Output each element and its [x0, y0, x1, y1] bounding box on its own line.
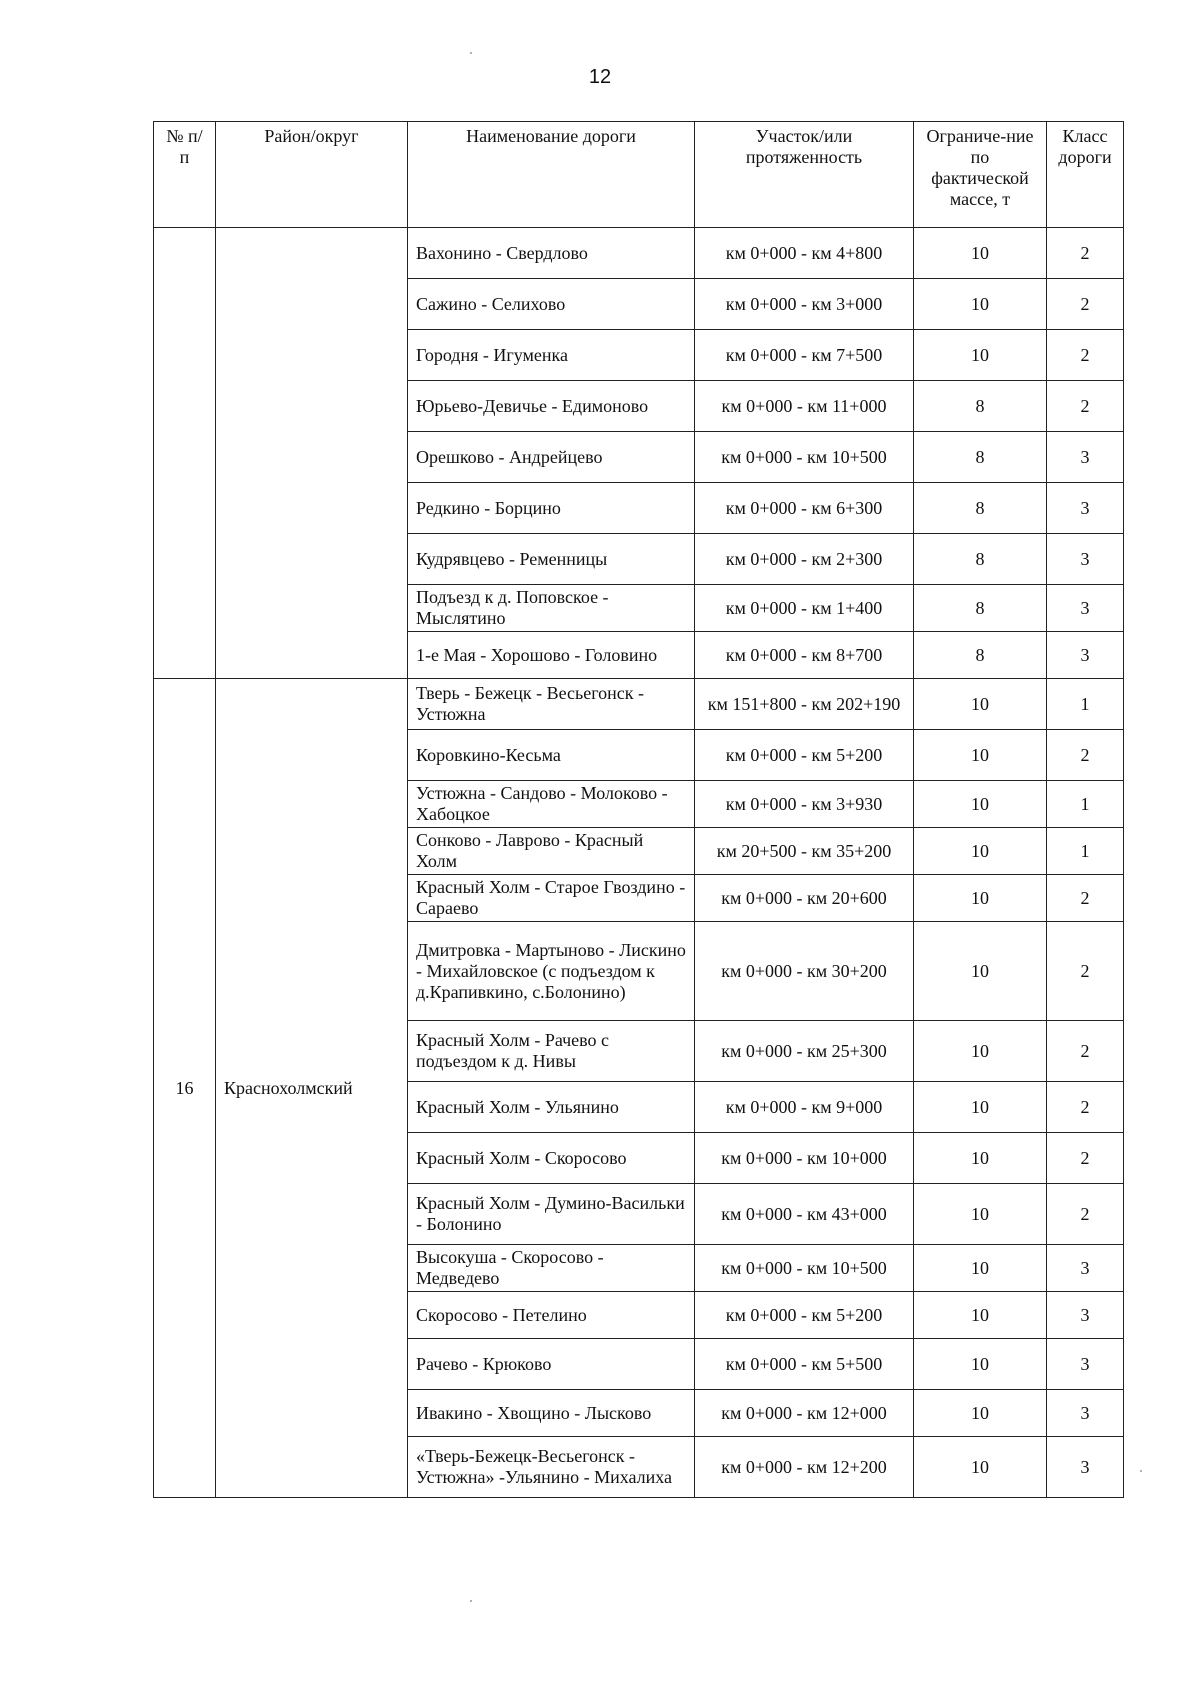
table-body	[154, 228, 1124, 1498]
road-name-cell: Ивакино - Хвощино - Лысково	[408, 1390, 695, 1437]
segment-cell: км 0+000 - км 8+700	[695, 632, 914, 679]
road-name-cell: Сонково - Лаврово - Красный Холм	[408, 828, 695, 875]
table-row	[154, 228, 1124, 279]
table-row	[154, 679, 1124, 730]
mass-limit-cell: 8	[914, 534, 1047, 585]
segment-cell: км 0+000 - км 7+500	[695, 330, 914, 381]
header-limit: Ограниче-ние по фактической массе, т	[914, 122, 1047, 228]
road-name-cell: Сажино - Селихово	[408, 279, 695, 330]
road-class-cell: 2	[1047, 279, 1124, 330]
segment-cell: км 0+000 - км 43+000	[695, 1184, 914, 1245]
road-class-cell: 2	[1047, 381, 1124, 432]
header-num: № п/п	[154, 122, 216, 228]
mass-limit-cell: 10	[914, 1245, 1047, 1292]
road-class-cell: 3	[1047, 585, 1124, 632]
segment-cell: км 0+000 - км 11+000	[695, 381, 914, 432]
mass-limit-cell: 10	[914, 1292, 1047, 1339]
road-name-cell: Рачево - Крюково	[408, 1339, 695, 1390]
road-name-cell: Красный Холм - Думино-Васильки - Болонино	[408, 1184, 695, 1245]
mass-limit-cell: 10	[914, 730, 1047, 781]
road-name-cell: Юрьево-Девичье - Едимоново	[408, 381, 695, 432]
road-class-cell: 1	[1047, 679, 1124, 730]
road-name-cell: Красный Холм - Рачево с подъездом к д. Нивы	[408, 1021, 695, 1082]
segment-cell: км 0+000 - км 20+600	[695, 875, 914, 922]
road-class-cell: 3	[1047, 1437, 1124, 1498]
segment-cell: км 0+000 - км 5+200	[695, 1292, 914, 1339]
road-name-cell: Городня - Игуменка	[408, 330, 695, 381]
mass-limit-cell: 10	[914, 330, 1047, 381]
segment-cell: км 151+800 - км 202+190	[695, 679, 914, 730]
road-name-cell: Красный Холм - Скоросово	[408, 1133, 695, 1184]
road-name-cell: Тверь - Бежецк - Весьегонск - Устюжна	[408, 679, 695, 730]
table-header-row	[154, 122, 1124, 228]
segment-cell: км 0+000 - км 25+300	[695, 1021, 914, 1082]
segment-cell: км 0+000 - км 5+500	[695, 1339, 914, 1390]
road-class-cell: 3	[1047, 483, 1124, 534]
road-class-cell: 1	[1047, 781, 1124, 828]
mass-limit-cell: 10	[914, 1021, 1047, 1082]
header-district: Район/округ	[216, 122, 408, 228]
road-class-cell: 2	[1047, 330, 1124, 381]
road-name-cell: Коровкино-Кесьма	[408, 730, 695, 781]
header-road-class: Класс дороги	[1047, 122, 1124, 228]
mass-limit-cell: 10	[914, 279, 1047, 330]
mass-limit-cell: 8	[914, 483, 1047, 534]
segment-cell: км 0+000 - км 1+400	[695, 585, 914, 632]
mass-limit-cell: 10	[914, 1082, 1047, 1133]
segment-cell: км 0+000 - км 5+200	[695, 730, 914, 781]
page-number: 12	[588, 66, 612, 88]
road-class-cell: 2	[1047, 1184, 1124, 1245]
mass-limit-cell: 10	[914, 228, 1047, 279]
district-cell: Краснохолмский	[216, 679, 408, 1498]
road-class-cell: 1	[1047, 828, 1124, 875]
mass-limit-cell: 10	[914, 1437, 1047, 1498]
row-number-cell: 16	[154, 679, 216, 1498]
road-class-cell: 3	[1047, 632, 1124, 679]
district-cell	[216, 228, 408, 679]
mass-limit-cell: 10	[914, 875, 1047, 922]
segment-cell: км 20+500 - км 35+200	[695, 828, 914, 875]
road-name-cell: Устюжна - Сандово - Молоково - Хабоцкое	[408, 781, 695, 828]
road-class-cell: 2	[1047, 1133, 1124, 1184]
segment-cell: км 0+000 - км 9+000	[695, 1082, 914, 1133]
road-name-cell: Кудрявцево - Ременницы	[408, 534, 695, 585]
scan-speck	[470, 1600, 472, 1602]
segment-cell: км 0+000 - км 10+500	[695, 1245, 914, 1292]
segment-cell: км 0+000 - км 4+800	[695, 228, 914, 279]
segment-cell: км 0+000 - км 10+500	[695, 432, 914, 483]
mass-limit-cell: 8	[914, 632, 1047, 679]
road-name-cell: Вахонино - Свердлово	[408, 228, 695, 279]
road-name-cell: Красный Холм - Ульянино	[408, 1082, 695, 1133]
road-class-cell: 2	[1047, 228, 1124, 279]
road-class-cell: 3	[1047, 1339, 1124, 1390]
segment-cell: км 0+000 - км 3+000	[695, 279, 914, 330]
road-class-cell: 3	[1047, 1245, 1124, 1292]
road-name-cell: Подъезд к д. Поповское - Мыслятино	[408, 585, 695, 632]
road-class-cell: 2	[1047, 875, 1124, 922]
mass-limit-cell: 10	[914, 922, 1047, 1021]
segment-cell: км 0+000 - км 12+200	[695, 1437, 914, 1498]
road-name-cell: Дмитровка - Мартыново - Лискино - Михайловское (с подъездом к д.Крапивкино, с.Болонино)	[408, 922, 695, 1021]
mass-limit-cell: 10	[914, 781, 1047, 828]
mass-limit-cell: 10	[914, 828, 1047, 875]
segment-cell: км 0+000 - км 3+930	[695, 781, 914, 828]
road-class-cell: 2	[1047, 1021, 1124, 1082]
segment-cell: км 0+000 - км 12+000	[695, 1390, 914, 1437]
mass-limit-cell: 10	[914, 1339, 1047, 1390]
road-name-cell: Высокуша - Скоросово - Медведево	[408, 1245, 695, 1292]
road-class-cell: 2	[1047, 922, 1124, 1021]
road-name-cell: Скоросово - Петелино	[408, 1292, 695, 1339]
road-class-cell: 3	[1047, 432, 1124, 483]
roads-table	[153, 121, 1124, 1498]
road-name-cell: Редкино - Борцино	[408, 483, 695, 534]
mass-limit-cell: 8	[914, 585, 1047, 632]
mass-limit-cell: 8	[914, 381, 1047, 432]
road-class-cell: 2	[1047, 1082, 1124, 1133]
mass-limit-cell: 10	[914, 1133, 1047, 1184]
road-name-cell: Орешково - Андрейцево	[408, 432, 695, 483]
road-class-cell: 3	[1047, 1292, 1124, 1339]
scan-speck	[1140, 1470, 1142, 1472]
road-class-cell: 3	[1047, 534, 1124, 585]
segment-cell: км 0+000 - км 30+200	[695, 922, 914, 1021]
segment-cell: км 0+000 - км 6+300	[695, 483, 914, 534]
header-segment: Участок/или протяженность	[695, 122, 914, 228]
road-name-cell: «Тверь-Бежецк-Весьегонск - Устюжна» -Ульянино - Михалиха	[408, 1437, 695, 1498]
road-name-cell: 1-е Мая - Хорошово - Головино	[408, 632, 695, 679]
segment-cell: км 0+000 - км 2+300	[695, 534, 914, 585]
road-class-cell: 2	[1047, 730, 1124, 781]
road-class-cell: 3	[1047, 1390, 1124, 1437]
mass-limit-cell: 8	[914, 432, 1047, 483]
scan-speck	[470, 52, 472, 54]
segment-cell: км 0+000 - км 10+000	[695, 1133, 914, 1184]
row-number-cell	[154, 228, 216, 679]
header-name: Наименование дороги	[408, 122, 695, 228]
mass-limit-cell: 10	[914, 1184, 1047, 1245]
mass-limit-cell: 10	[914, 1390, 1047, 1437]
road-name-cell: Красный Холм - Старое Гвоздино - Сараево	[408, 875, 695, 922]
mass-limit-cell: 10	[914, 679, 1047, 730]
